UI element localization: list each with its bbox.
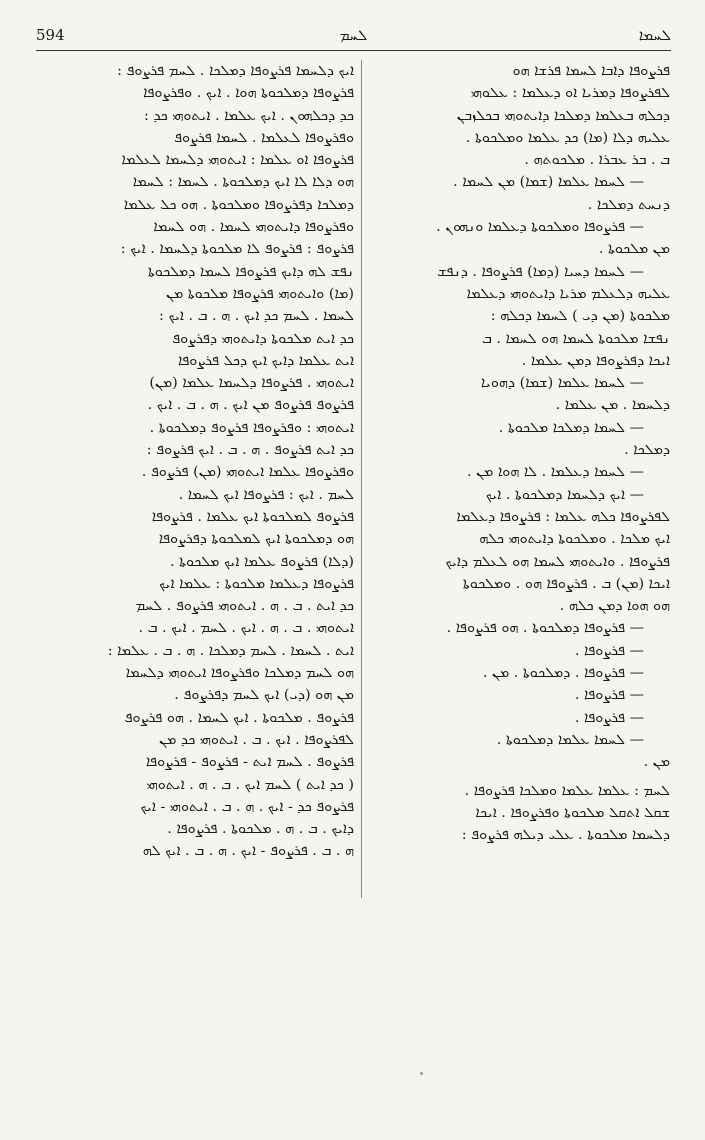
text-line: ܘܦܪܨܘܦܐ ܥܠܡܐ ܐܝܬܘܗܝ (ܡܢ) ܦܪܨܘܦ . xyxy=(141,464,354,481)
page-number: 594 xyxy=(36,26,65,44)
right-column xyxy=(370,60,670,846)
text-line: ܟܕ ܐܝܬ . ܒ . ܗ . ܐܝܬܘܗܝ ܦܪܨܘܦ . ܠܚܡ xyxy=(135,598,354,615)
text-line: ܟܕ ܐܝܬ ܡܠܟܘܬܐ ܕܐܝܬܘܗܝ ܕܦܪܨܘܦ xyxy=(172,330,354,347)
text-line: ܥܠܝܗ ܕܠܐ (ܡܐ) ܟܕ ܥܠܡܐ ܘܡܠܟܘܬܐ . xyxy=(465,129,670,146)
text-line: ܠܚܡ : ܥܠܡܐ ܥܠܡܐ ܘܡܠܟܐ ܦܪܨܘܦܐ . xyxy=(464,782,670,799)
text-line: ܦܪܨܘܦܐ ܕܐܒܐ ܠܚܡܐ ܦܪܫܐ ܗܘ xyxy=(512,63,670,79)
text-line: ܐܝܟܐ (ܡܢ) ܒ . ܦܪܨܘܦܐ ܗܘ . ܘܡܠܟܘܬܐ xyxy=(462,575,670,592)
text-line: ܗܘ ܕܡܠܟܘܬܐ ܐܝܟ ܠܡܠܟܘܬܐ ܕܦܪܨܘܦܐ xyxy=(158,531,354,548)
text-line: ܒ . ܒܪ ܥܒܪܐ . ܡܠܟܘܬܗ . xyxy=(524,152,670,169)
header-rule xyxy=(36,50,671,51)
text-line: — ܦܪܨܘܦܐ ܘܡܠܟܘܬܐ ܕܥܠܡܐ ܘܢܗܘܢ . xyxy=(436,219,644,236)
text-line: ܦܪܨܘܦܐ ܕܥܠܡܐ ܡܠܟܘܬܐ : ܥܠܡܐ ܐܝܟ xyxy=(159,575,354,592)
text-line: ܡܢ . xyxy=(643,754,670,771)
text-line: ܗ . ܒ . ܦܪܨܘܦ - ܐܝܟ . ܗ . ܒ . ܐܝܟ ܠܗ xyxy=(142,843,354,860)
text-line: ܡܢ ܗܘ (ܕܝ) ܐܝܟ ܠܚܡ ܕܦܪܨܘܦ . xyxy=(174,687,354,704)
text-line: ܦܪܨܘܦ ܠܡܠܟܘܬܐ ܐܝܟ ܥܠܡܐ . ܦܪܨܘܦܐ xyxy=(151,508,354,525)
text-line: ܥܠܝܗ ܕܠܥܠܡ ܡܪܝܐ ܕܐܝܬܘܗܝ ܕܥܠܡܐ xyxy=(466,285,670,302)
text-line: ܦܪܨܘܦܐ ܕܡܠܟܘܬܐ ܗܘܐ . ܐܝܟ . ܘܦܪܨܘܦܐ xyxy=(143,85,354,102)
column-divider xyxy=(361,60,362,898)
text-line: ܗܘ ܠܚܡ ܕܡܠܟܐ ܘܦܪܨܘܦܐ ܐܝܬܘܗܝ ܕܠܚܡܐ xyxy=(125,665,354,682)
text-line: ܦܪܨܘܦ ܦܪܨܘܦ ܡܢ ܐܝܟ . ܗ . ܒ . ܐܝܟ . xyxy=(147,397,354,414)
text-line: ܢܦܫܐ ܡܠܟܘܬܐ ܠܚܡܐ ܗܘ ܠܚܡܐ . ܒ xyxy=(482,330,670,347)
text-line: (ܡܐ) ܘܐܝܬܘܗܝ ܦܪܨܘܦܐ ܡܠܟܘܬܐ ܡܢ xyxy=(166,285,354,302)
text-line: ܕܠܚܡܐ ܡܠܟܘܬܐ . ܥܠܝ ܕܝܠܗ ܦܪܨܘܦ : xyxy=(461,827,670,844)
header-center-word: ܠܚܡ xyxy=(339,26,368,44)
text-line: ܠܦܪܨܘܦܐ ܕܡܪܝܐ ܐܘ ܕܥܠܡܐ : ܥܠܘܗܝ xyxy=(470,85,670,102)
text-line: ܐܝܬܘܗܝ . ܒ . ܗ . ܐܝܟ . ܠܚܡ . ܐܝܟ . ܒ . xyxy=(138,620,354,637)
page-header xyxy=(36,26,671,50)
text-line: ܠܦܪܨܘܦܐ . ܐܝܟ . ܒ . ܐܝܬܘܗܝ ܟܕ ܡܢ xyxy=(159,731,354,748)
text-line: — ܐܝܟ ܕܠܚܡܐ ܕܡܠܟܘܬܐ . ܐܝܟ xyxy=(485,486,644,503)
text-line: ܫܩܠ ܐܬܩܠ ܡܠܟܘܬܐ ܘܦܪܨܘܦܐ . ܐܝܟܐ xyxy=(475,804,670,821)
left-column xyxy=(48,60,354,863)
text-line: ܠܦܪܨܘܦܐ ܟܠܗ ܥܠܡܐ : ܦܪܨܘܦܐ ܕܥܠܡܐ xyxy=(456,508,670,525)
text-line: ܢܦܫ ܠܗ ܕܐܝܟ ܦܪܨܘܦܐ ܠܚܡܐ ܕܡܠܟܘܬܐ xyxy=(147,263,354,280)
text-line: ܦܪܨܘܦ : ܦܪܨܘܦ ܠܐ ܡܠܟܘܬܐ ܕܠܚܡܐ . ܐܝܟ : xyxy=(120,241,354,258)
text-line: ( ܟܕ ܐܝܬ ) ܠܚܡ ܐܝܟ . ܒ . ܗ . ܐܝܬܘܗܝ xyxy=(146,776,354,793)
text-line: ܗܘ ܗܘܐ ܕܡܢ ܟܠܗ . xyxy=(559,598,670,615)
text-line: (ܕܠܐ) ܦܪܨܘܦ ܥܠܡܐ ܐܝܟ ܡܠܟܘܬܐ . xyxy=(169,553,354,570)
text-line: ܘܦܪܨܘܦܐ ܠܥܠܡܐ . ܠܚܡܐ ܦܪܨܘܦ xyxy=(174,129,354,146)
text-line: ܠܚܡ . ܐܝܟ : ܦܪܨܘܦܐ ܐܝܟ ܠܚܡܐ . xyxy=(178,486,354,503)
text-line: ܐܝܟ ܕܠܚܡܐ ܦܪܨܘܦܐ ܕܡܠܟܐ . ܠܚܡ ܦܪܨܘܦ : xyxy=(117,63,354,79)
text-line: ܗܘ ܕܠܐ ܠܐ ܐܝܟ ܕܡܠܟܘܬܐ . ܠܚܡܐ : ܠܚܡܐ xyxy=(132,174,354,191)
text-line: ܕܡܠܟܐ . xyxy=(624,442,670,459)
paper-spot xyxy=(420,1072,423,1075)
text-line: — ܦܪܨܘܦܐ . xyxy=(574,687,644,704)
text-line: — ܠܚܡܐ ܥܠܡܐ ܕܡܠܟܘܬܐ . xyxy=(496,731,644,748)
text-line: — ܦܪܨܘܦܐ ܕܡܠܟܘܬܐ . ܗܘ ܦܪܨܘܦܐ . xyxy=(446,620,644,637)
text-line: ܦܪܨܘܦ ܟܕ - ܐܝܟ . ܗ . ܒ . ܐܝܬܘܗܝ - ܐܝܟ xyxy=(140,798,354,815)
text-line: ܕܢܚܬ ܕܡܠܟܐ . xyxy=(587,196,670,213)
text-line: ܦܪܨܘܦܐ ܐܘ ܥܠܡܐ : ܐܝܬܘܗܝ ܕܠܚܡܐ ܠܥܠܡܐ xyxy=(121,152,354,169)
text-line: ܐܝܟܐ ܕܦܪܨܘܦܐ ܕܡܢ ܥܠܡܐ . xyxy=(521,352,670,369)
running-head: ܠܚܡܐ xyxy=(638,26,671,44)
text-line: ܘܦܪܨܘܦܐ ܕܐܝܬܘܗܝ ܠܚܡܐ . ܗܘ ܠܚܡܐ xyxy=(153,219,354,236)
text-line: — ܦܪܨܘܦܐ . ܕܡܠܟܘܬܐ . ܡܢ . xyxy=(482,665,644,682)
text-line: ܦܪܨܘܦܐ . ܘܐܝܬܘܗܝ ܠܚܡܐ ܗܘ ܠܥܠܡ ܕܐܝܟ xyxy=(445,553,670,570)
text-line: — ܦܪܨܘܦܐ . xyxy=(574,709,644,726)
text-line: — ܠܚܡܐ ܕܡܠܟܐ ܡܠܟܘܬܐ . xyxy=(498,419,644,436)
text-line: ܐܝܬ . ܠܚܡܐ . ܠܚܡ ܕܡܠܟܐ . ܗ . ܒ . ܥܠܡܐ : xyxy=(107,642,354,659)
text-line: — ܠܚܡܐ ܥܠܡܐ (ܫܡܐ) ܕܗܘܝܐ xyxy=(480,375,644,392)
text-line: ܕܡܠܟܐ ܕܦܪܨܘܦܐ ܘܡܠܟܘܬܐ . ܗܘ ܟܠ ܥܠܡܐ xyxy=(123,196,354,213)
text-line: ܐܝܟ ܡܠܟܐ . ܘܡܠܟܘܬܐ ܕܐܝܬܘܗܝ ܟܠܗ xyxy=(479,531,670,548)
text-line: ܕܟܠܗ ܒܥܠܡܐ ܕܡܠܟܐ ܕܐܝܬܘܗܝ ܒܟܠܙܒܢ xyxy=(456,107,670,124)
text-line: ܦܪܨܘܦ . ܠܚܡ ܐܝܬ - ܦܪܨܘܦ - ܦܪܨܘܦܐ xyxy=(145,754,354,771)
text-line: ܐܝܬ ܥܠܡܐ ܕܐܝܟ ܐܝܟ ܕܟܠ ܦܪܨܘܦܐ xyxy=(177,352,354,369)
text-line: — ܠܚܡܐ ܕܚܝܐ (ܕܡܐ) ܦܪܨܘܦܐ . ܕܢܦܫ xyxy=(437,263,644,280)
text-line: ܠܚܡܐ . ܠܚܡ ܟܕ ܐܝܟ . ܗ . ܒ . ܐܝܟ : xyxy=(159,308,354,325)
text-line: ܡܠܟܘܬܐ (ܡܢ ܕܝ ) ܠܚܡܐ ܕܟܠܗ : xyxy=(490,308,670,325)
text-line: ܕܠܚܡܐ . ܡܢ ܥܠܡܐ . xyxy=(555,397,670,414)
text-line: ܡܢ ܡܠܟܘܬܐ . xyxy=(598,241,670,258)
text-line: ܕܐܝܟ . ܒ . ܗ . ܡܠܟܘܬܐ . ܦܪܨܘܦܐ . xyxy=(167,821,354,838)
text-line: ܐܝܬܘܗܝ : ܘܦܪܨܘܦܐ ܦܪܨܘܦ ܕܡܠܟܘܬܐ . xyxy=(149,419,354,436)
text-line: ܦܪܨܘܦ . ܡܠܟܘܬܐ . ܐܝܟ ܠܚܡܐ . ܗܘ ܦܪܨܘܦ xyxy=(124,709,354,726)
text-line: ܟܕ ܐܝܬ ܦܪܨܘܦ . ܗ . ܒ . ܐܝܟ ܦܪܨܘܦ : xyxy=(146,442,354,459)
text-line: — ܠܚܡܐ ܥܠܡܐ (ܫܡܐ) ܡܢ ܠܚܡܐ . xyxy=(453,174,644,191)
text-line: — ܠܚܡܐ ܕܥܠܡܐ . ܠܐ ܗܘܐ ܡܢ . xyxy=(466,464,644,481)
text-line: ܟܕ ܕܟܠܗܘܢ . ܐܝܟ ܥܠܡܐ . ܐܝܬܘܗܝ ܟܕ : xyxy=(144,107,354,124)
text-line: — ܦܪܨܘܦܐ . xyxy=(574,642,644,659)
text-line: ܐܝܬܘܗܝ . ܦܪܨܘܦܐ ܕܠܚܡܐ ܥܠܡܐ (ܡܢ) xyxy=(149,375,354,392)
